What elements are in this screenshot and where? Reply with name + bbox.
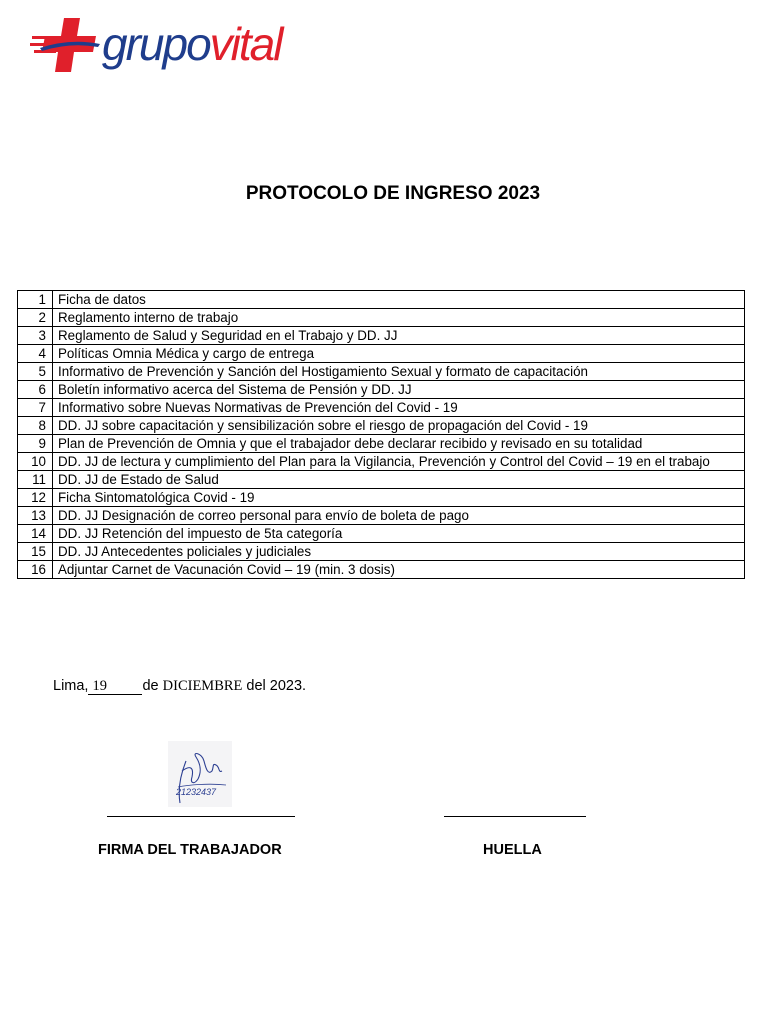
- document-title: PROTOCOLO DE INGRESO 2023: [245, 183, 541, 204]
- date-day: 19: [88, 679, 142, 695]
- handwritten-signature: [168, 741, 232, 807]
- checklist-table: [17, 290, 745, 579]
- row-item: Reglamento interno de trabajo: [53, 309, 745, 327]
- row-item: DD. JJ Designación de correo personal para envío de boleta de pago: [53, 507, 745, 525]
- row-item: Políticas Omnia Médica y cargo de entrega: [53, 345, 745, 363]
- worker-signature-line: [107, 816, 295, 817]
- signature-number: 21232437: [176, 787, 217, 797]
- row-number: 12: [18, 489, 53, 507]
- row-item: DD. JJ Retención del impuesto de 5ta categoría: [53, 525, 745, 543]
- table-row: [18, 309, 745, 327]
- table-row: [18, 489, 745, 507]
- date-middle: de: [142, 678, 159, 694]
- row-number: 3: [18, 327, 53, 345]
- row-number: 2: [18, 309, 53, 327]
- row-number: 13: [18, 507, 53, 525]
- table-row: [18, 543, 745, 561]
- row-item: Plan de Prevención de Omnia y que el trabajador debe declarar recibido y revisado en su totalidad: [53, 435, 745, 453]
- date-suffix: del 2023.: [246, 678, 307, 694]
- row-number: 15: [18, 543, 53, 561]
- table-row: [18, 507, 745, 525]
- checklist-body: [18, 291, 745, 579]
- row-number: 8: [18, 417, 53, 435]
- table-row: [18, 363, 745, 381]
- table-row: [18, 399, 745, 417]
- row-number: 1: [18, 291, 53, 309]
- date-prefix: Lima,: [53, 678, 89, 694]
- row-item: Informativo de Prevención y Sanción del Hostigamiento Sexual y formato de capacitación: [53, 363, 745, 381]
- table-row: [18, 291, 745, 309]
- date-line: [53, 678, 306, 695]
- row-number: 11: [18, 471, 53, 489]
- row-item: Ficha de datos: [53, 291, 745, 309]
- row-item: DD. JJ de Estado de Salud: [53, 471, 745, 489]
- row-item: Informativo sobre Nuevas Normativas de Prevención del Covid - 19: [53, 399, 745, 417]
- logo-text-grupo: grupo: [102, 18, 210, 70]
- row-item: Reglamento de Salud y Seguridad en el Trabajo y DD. JJ: [53, 327, 745, 345]
- row-item: Boletín informativo acerca del Sistema de Pensión y DD. JJ: [53, 381, 745, 399]
- row-item: DD. JJ Antecedentes policiales y judiciales: [53, 543, 745, 561]
- row-number: 14: [18, 525, 53, 543]
- row-number: 5: [18, 363, 53, 381]
- table-row: [18, 327, 745, 345]
- row-number: 16: [18, 561, 53, 579]
- row-number: 7: [18, 399, 53, 417]
- row-number: 4: [18, 345, 53, 363]
- row-number: 10: [18, 453, 53, 471]
- medical-cross-icon: [30, 16, 102, 76]
- table-row: [18, 345, 745, 363]
- logo-text-vital: vital: [209, 18, 282, 70]
- table-row: [18, 435, 745, 453]
- fingerprint-label: HUELLA: [483, 842, 542, 858]
- table-row: [18, 525, 745, 543]
- table-row: [18, 453, 745, 471]
- table-row: [18, 561, 745, 579]
- fingerprint-line: [444, 816, 586, 817]
- row-number: 6: [18, 381, 53, 399]
- date-month: DICIEMBRE: [162, 678, 243, 694]
- row-item: Adjuntar Carnet de Vacunación Covid – 19 (min. 3 dosis): [53, 561, 745, 579]
- table-row: [18, 417, 745, 435]
- worker-signature-label: FIRMA DEL TRABAJADOR: [98, 842, 282, 858]
- row-number: 9: [18, 435, 53, 453]
- table-row: [18, 471, 745, 489]
- table-row: [18, 381, 745, 399]
- row-item: Ficha Sintomatológica Covid - 19: [53, 489, 745, 507]
- row-item: DD. JJ de lectura y cumplimiento del Plan para la Vigilancia, Prevención y Control del Covid – 19 en el trabajo: [53, 453, 745, 471]
- row-item: DD. JJ sobre capacitación y sensibilización sobre el riesgo de propagación del Covid - 19: [53, 417, 745, 435]
- logo-wordmark: [102, 16, 281, 72]
- company-logo: [30, 16, 300, 76]
